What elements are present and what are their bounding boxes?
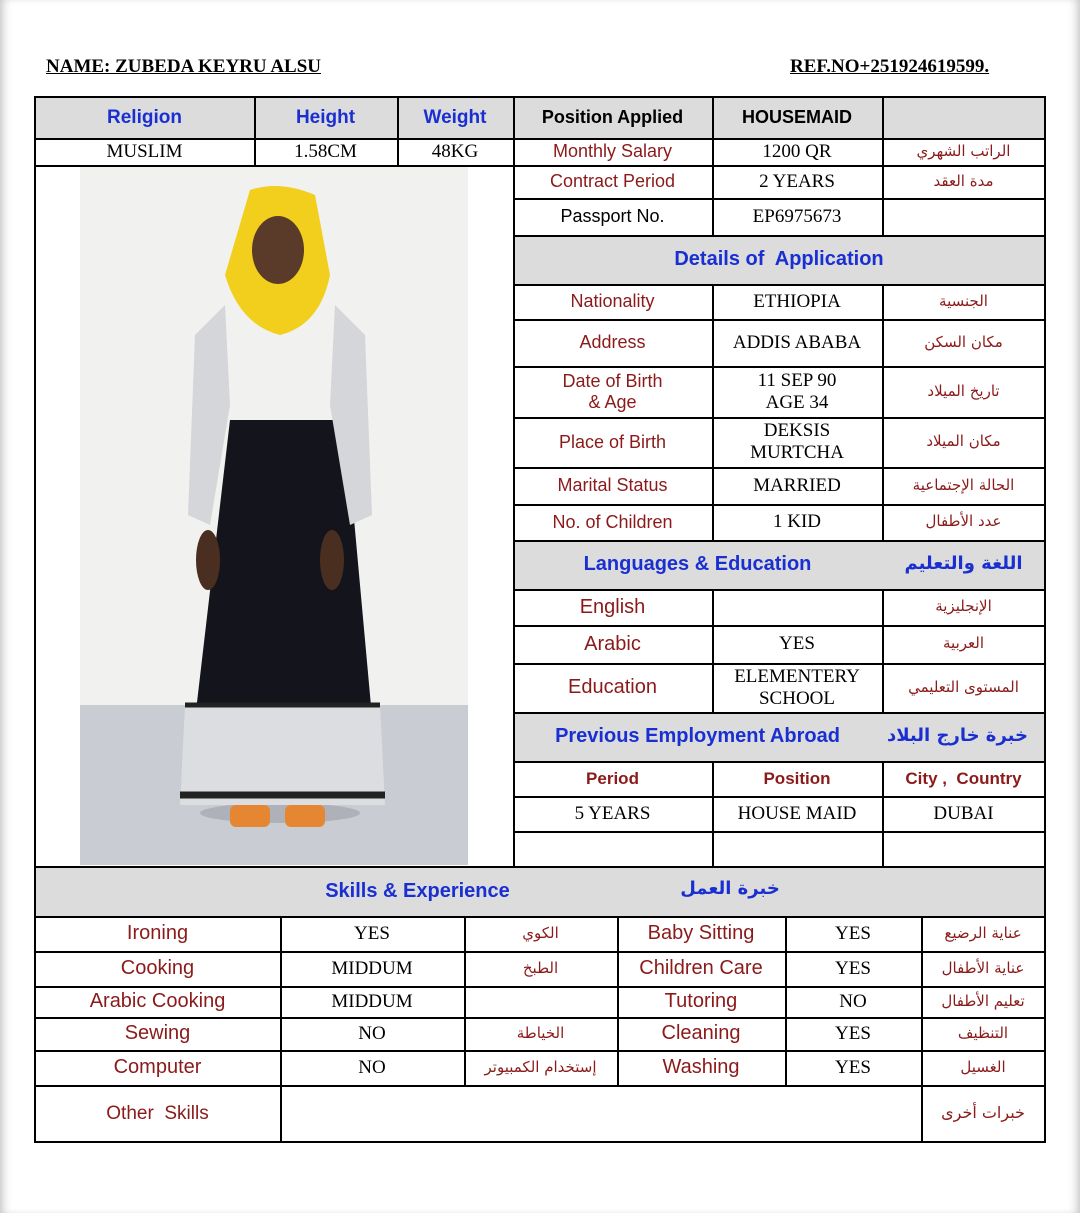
reference-number: REF.NO+251924619599. (790, 56, 990, 77)
skill-label-ar: الكوي (522, 923, 559, 942)
skill-label-ar: الخياطة (516, 1023, 565, 1042)
language-label: Education (568, 676, 657, 698)
grid-line (35, 138, 1045, 140)
details-label-ar: عدد الأطفال (925, 512, 1002, 531)
grid-line (513, 796, 1045, 798)
passport-label: Passport No. (560, 206, 665, 227)
grid-line (513, 417, 1045, 419)
details-value: 11 SEP 90 AGE 34 (757, 369, 837, 413)
grid-line (513, 504, 1045, 506)
grid-line (712, 589, 714, 712)
details-label: Date of Birth & Age (562, 370, 663, 412)
height-label: Height (295, 106, 356, 128)
details-value: MARRIED (753, 474, 841, 496)
details-label-ar: الجنسية (939, 291, 988, 310)
language-value: YES (779, 633, 815, 655)
details-label-ar: مكان الميلاد (926, 432, 1001, 451)
language-value: ELEMENTERY SCHOOL (734, 665, 860, 709)
employment-period-value: 5 YEARS (574, 802, 651, 824)
grid-line (35, 1050, 1045, 1052)
grid-line (513, 366, 1045, 368)
grid-line (35, 951, 1045, 953)
grid-line (513, 284, 1045, 286)
skill-label: Cleaning (661, 1022, 741, 1044)
employment-position-value: HOUSE MAID (737, 802, 857, 824)
grid-line (513, 96, 515, 866)
grid-line (464, 916, 466, 1085)
employment-empty-position (712, 831, 882, 866)
weight-value: 48KG (431, 140, 479, 162)
other-skills-ar: خبرات أخرى (941, 1103, 1025, 1123)
grid-line (513, 165, 1045, 167)
monthly-salary-value: 1200 QR (762, 140, 832, 162)
skill-label-ar: إستخدام الكمبيوتر (484, 1057, 597, 1076)
applicant-name: NAME: ZUBEDA KEYRU ALSU (46, 56, 322, 77)
skill-label-ar: الطبخ (522, 958, 559, 977)
weight-label: Weight (423, 106, 487, 128)
employment-empty-period (513, 831, 712, 866)
grid-line (513, 319, 1045, 321)
grid-line (513, 663, 1045, 665)
skill-label: Ironing (126, 922, 189, 944)
details-label-ar: مكان السكن (924, 332, 1003, 351)
grid-line (254, 96, 256, 165)
language-value (712, 589, 882, 625)
skill-label-ar: تعليم الأطفال (941, 991, 1025, 1010)
grid-line (35, 165, 513, 167)
skill-label-ar: عناية الأطفال (941, 958, 1025, 977)
skill-label: Sewing (124, 1022, 191, 1044)
grid-line (35, 866, 1045, 868)
skill-label: Washing (662, 1056, 740, 1078)
contract-period-label: Contract Period (549, 171, 676, 192)
employment-header-period: Period (586, 768, 639, 788)
grid-line (513, 831, 1045, 833)
grid-line (921, 916, 923, 1142)
grid-line (513, 625, 1045, 627)
grid-line (785, 916, 787, 1085)
details-label-ar: الحالة الإجتماعية (912, 475, 1015, 494)
grid-line (35, 96, 1046, 98)
details-label: Place of Birth (558, 431, 667, 452)
skills-title: Skills & Experience (325, 879, 510, 902)
grid-line (513, 712, 1045, 714)
languages-title-ar: اللغة والتعليم (904, 553, 1023, 575)
skill-value: MIDDUM (331, 957, 413, 979)
grid-line (35, 986, 1045, 988)
skill-label: Computer (113, 1056, 202, 1078)
skills-title-ar: خبرة العمل (680, 877, 780, 899)
grid-line (617, 916, 619, 1085)
grid-line (513, 540, 1045, 542)
language-label-ar: العربية (943, 634, 984, 653)
language-label: English (579, 595, 646, 618)
details-value: DEKSIS MURTCHA (750, 420, 844, 463)
grid-line (513, 589, 1045, 591)
employment-title: Previous Employment Abroad (555, 725, 840, 747)
details-label: No. of Children (552, 511, 673, 532)
details-label: Marital Status (557, 475, 668, 496)
grid-line (35, 1085, 1045, 1087)
skill-value: YES (835, 922, 871, 944)
skill-value: NO (358, 1022, 386, 1044)
religion-label: Religion (107, 106, 182, 128)
details-label: Address (579, 332, 646, 353)
monthly-salary-ar: الراتب الشهري (916, 141, 1011, 160)
grid-line (882, 761, 884, 866)
skill-label: Baby Sitting (647, 922, 755, 944)
grid-line (280, 916, 282, 1142)
grid-line (35, 1141, 1046, 1143)
grid-line (513, 467, 1045, 469)
employment-city-value: DUBAI (933, 802, 994, 824)
skill-label: Cooking (120, 957, 195, 979)
details-title: Details of Application (674, 248, 884, 270)
contract-period-value: 2 YEARS (759, 170, 835, 192)
language-label-ar: الإنجليزية (935, 597, 992, 616)
skill-label-ar: الغسيل (960, 1057, 1006, 1076)
details-label: Nationality (570, 291, 655, 312)
grid-line (882, 589, 884, 712)
skill-value: YES (835, 1056, 871, 1078)
position-applied-value: HOUSEMAID (741, 107, 852, 128)
grid-line (397, 96, 399, 165)
skill-label-ar: عناية الرضيع (944, 923, 1022, 942)
applicant-photo (80, 165, 468, 865)
contract-period-ar: مدة العقد (933, 171, 994, 190)
skill-label-ar: التنظيف (957, 1023, 1009, 1042)
skill-label: Arabic Cooking (89, 990, 226, 1012)
languages-title: Languages & Education (583, 553, 812, 575)
grid-line (513, 198, 1045, 200)
grid-line (513, 235, 1045, 237)
skill-value: YES (835, 1022, 871, 1044)
monthly-salary-label: Monthly Salary (552, 141, 673, 162)
position-applied-label: Position Applied (541, 107, 684, 128)
grid-line (882, 284, 884, 540)
height-value: 1.58CM (294, 140, 357, 162)
details-label-ar: تاريخ الميلاد (927, 381, 1000, 400)
grid-line (35, 916, 1045, 918)
skill-value: YES (354, 922, 390, 944)
details-value: ETHIOPIA (753, 290, 841, 312)
employment-empty-city (882, 831, 1045, 866)
details-value: 1 KID (772, 511, 822, 533)
skill-value: NO (358, 1056, 386, 1078)
skill-label-ar (464, 986, 617, 1017)
skill-value: YES (835, 957, 871, 979)
passport-value: EP6975673 (752, 205, 842, 227)
skill-label: Children Care (639, 957, 763, 979)
grid-line (35, 1017, 1045, 1019)
skill-value: NO (839, 990, 867, 1012)
language-label-ar: المستوى التعليمي (908, 677, 1019, 696)
employment-title-ar: خبرة خارج البلاد (887, 725, 1028, 747)
other-skills-label: Other Skills (106, 1102, 209, 1124)
skill-value: MIDDUM (331, 990, 413, 1012)
skill-label: Tutoring (664, 990, 738, 1012)
grid-line (513, 761, 1045, 763)
grid-line (712, 761, 714, 866)
religion-value: MUSLIM (106, 140, 183, 162)
details-value: ADDIS ABABA (732, 331, 862, 353)
employment-header-city: City , Country (905, 768, 1022, 788)
language-label: Arabic (584, 632, 641, 655)
grid-line (712, 284, 714, 540)
employment-header-position: Position (763, 768, 831, 788)
